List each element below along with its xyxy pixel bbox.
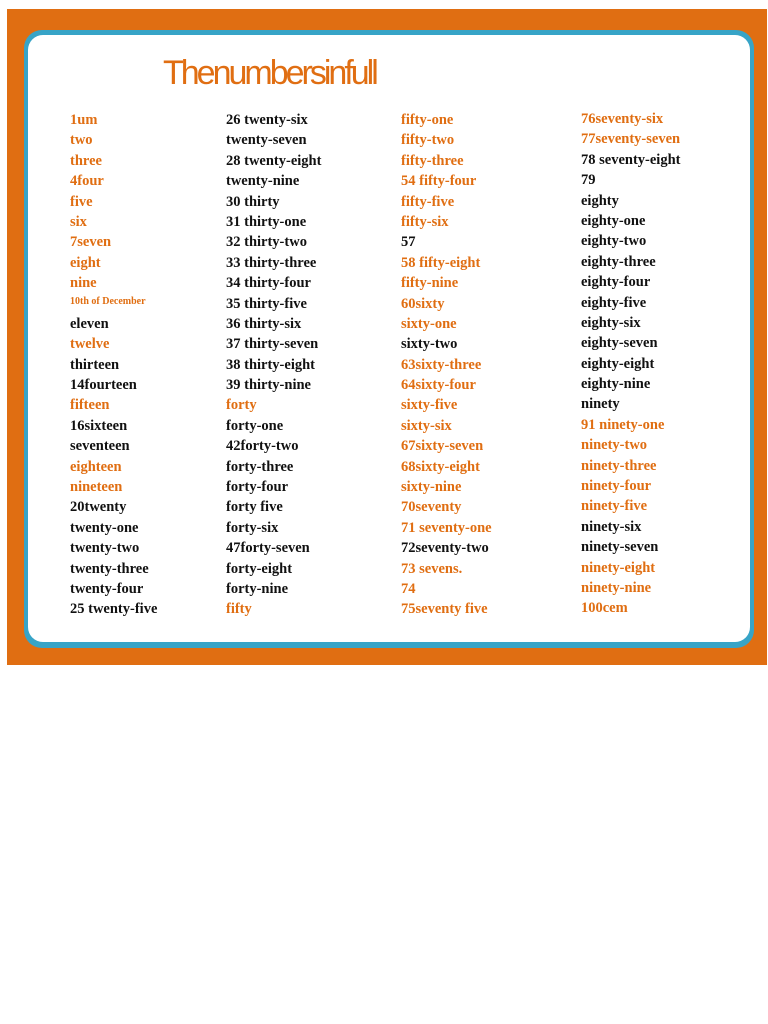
number-word-item: 71 seventy-one xyxy=(401,519,492,536)
number-word-item: 1um xyxy=(70,112,98,128)
number-word-item: forty five xyxy=(226,499,283,516)
number-word-item: ninety-nine xyxy=(581,579,652,596)
number-word-item: 10th of December xyxy=(70,295,146,307)
number-word-item: sixty-two xyxy=(401,336,458,353)
number-word-item: eighty-six xyxy=(581,314,641,331)
number-word-item: 33 thirty-three xyxy=(226,254,317,271)
number-word-item: 75seventy five xyxy=(401,601,488,618)
number-word-item: 31 thirty-one xyxy=(226,213,307,230)
page-title: Thenumbersinfull xyxy=(163,54,376,92)
number-word-item: eighteen xyxy=(70,458,122,475)
number-word-item: 76seventy-six xyxy=(581,111,664,127)
number-word-item: 100cem xyxy=(581,600,628,617)
numbers-column-1 xyxy=(70,110,157,620)
number-word-item: ninety-three xyxy=(581,457,657,474)
number-word-item: sixty-one xyxy=(401,315,457,332)
number-word-item: 57 xyxy=(401,234,416,251)
number-word-item: 77seventy-seven xyxy=(581,131,681,148)
number-word-item: forty xyxy=(226,397,257,414)
number-word-item: 70seventy xyxy=(401,499,462,516)
number-word-item: ninety-six xyxy=(581,518,642,535)
number-word-item: forty-one xyxy=(226,417,284,434)
number-word-item: six xyxy=(70,213,87,230)
number-word-item: sixty-six xyxy=(401,417,452,434)
number-word-item: ninety-two xyxy=(581,437,648,454)
number-word-item: eight xyxy=(70,254,101,271)
number-word-item: 58 fifty-eight xyxy=(401,254,481,271)
number-word-item: 20twenty xyxy=(70,499,127,516)
number-word-item: seventeen xyxy=(70,438,130,455)
number-word-item: eighty-nine xyxy=(581,376,651,393)
number-word-item: 78 seventy-eight xyxy=(581,151,681,168)
number-word-item: twenty-two xyxy=(70,540,140,557)
number-word-item: fifty-five xyxy=(401,193,455,210)
slide-frame xyxy=(24,30,754,648)
number-word-item: 42forty-two xyxy=(226,438,299,455)
number-word-item: eighty-eight xyxy=(581,355,655,372)
number-word-item: 60sixty xyxy=(401,295,445,312)
number-word-item: twenty-three xyxy=(70,560,149,577)
number-word-item: nineteen xyxy=(70,479,123,496)
number-word-item: ninety xyxy=(581,396,620,413)
content-card xyxy=(28,35,750,642)
number-word-item: sixty-nine xyxy=(401,479,462,496)
number-word-item: 26 twenty-six xyxy=(226,112,308,128)
numbers-column-2 xyxy=(226,110,321,620)
number-word-item: 4four xyxy=(70,173,104,190)
number-word-item: 34 thirty-four xyxy=(226,275,311,292)
number-word-item: three xyxy=(70,152,102,169)
number-word-item: ninety-five xyxy=(581,498,648,515)
number-word-item: eighty-two xyxy=(581,233,647,250)
number-word-item: 64sixty-four xyxy=(401,377,476,394)
number-word-item: 91 ninety-one xyxy=(581,416,665,433)
number-word-item: eleven xyxy=(70,315,109,332)
slide-background xyxy=(7,9,767,665)
number-word-item: ninety-four xyxy=(581,478,652,495)
number-word-item: 68sixty-eight xyxy=(401,458,480,475)
number-word-item: 54 fifty-four xyxy=(401,173,477,190)
number-word-item: forty-six xyxy=(226,519,279,536)
number-word-item: 32 thirty-two xyxy=(226,234,307,251)
number-word-item: 79 xyxy=(581,172,596,189)
number-word-item: twelve xyxy=(70,336,110,353)
number-word-item: 67sixty-seven xyxy=(401,438,484,455)
number-word-item: 73 sevens. xyxy=(401,560,463,577)
number-word-item: fifty-six xyxy=(401,213,449,230)
number-word-item: fifty-two xyxy=(401,132,455,149)
number-word-item: 25 twenty-five xyxy=(70,601,158,618)
number-word-item: forty-eight xyxy=(226,560,293,577)
number-word-item: nine xyxy=(70,275,97,292)
number-word-item: two xyxy=(70,132,93,149)
number-word-item: 28 twenty-eight xyxy=(226,152,322,169)
numbers-column-3 xyxy=(401,110,492,620)
number-word-item: 35 thirty-five xyxy=(226,295,307,312)
number-word-item: 74 xyxy=(401,580,416,597)
number-word-item: eighty-five xyxy=(581,294,647,311)
number-word-item: forty-three xyxy=(226,458,294,475)
number-word-item: 37 thirty-seven xyxy=(226,336,319,353)
number-word-item: forty-four xyxy=(226,479,289,496)
number-word-item: twenty-four xyxy=(70,580,144,597)
number-word-item: twenty-nine xyxy=(226,173,300,190)
number-word-item: eighty xyxy=(581,192,619,209)
number-word-item: eighty-one xyxy=(581,212,646,229)
number-word-item: 14fourteen xyxy=(70,377,137,394)
number-word-item: 16sixteen xyxy=(70,417,128,434)
number-word-item: twenty-seven xyxy=(226,132,307,149)
number-word-item: fifty-nine xyxy=(401,275,459,292)
number-word-item: 38 thirty-eight xyxy=(226,356,315,373)
number-word-item: fifty xyxy=(226,601,252,618)
number-word-item: fifty-three xyxy=(401,152,464,169)
number-word-item: fifteen xyxy=(70,397,110,414)
numbers-column-4 xyxy=(581,109,680,619)
number-word-item: sixty-five xyxy=(401,397,458,414)
number-word-item: 47forty-seven xyxy=(226,540,310,557)
number-word-item: eighty-four xyxy=(581,274,651,291)
number-word-item: 72seventy-two xyxy=(401,540,489,557)
number-word-item: five xyxy=(70,193,93,210)
number-word-item: thirteen xyxy=(70,356,120,373)
number-word-item: ninety-seven xyxy=(581,539,659,556)
number-word-item: twenty-one xyxy=(70,519,139,536)
number-word-item: 36 thirty-six xyxy=(226,315,302,332)
number-word-item: eighty-three xyxy=(581,253,656,270)
number-word-item: 39 thirty-nine xyxy=(226,377,311,394)
number-word-item: ninety-eight xyxy=(581,559,656,576)
number-word-item: 63sixty-three xyxy=(401,356,482,373)
number-word-item: fifty-one xyxy=(401,112,454,128)
number-word-item: 30 thirty xyxy=(226,193,280,210)
number-word-item: eighty-seven xyxy=(581,335,658,352)
number-word-item: 7seven xyxy=(70,234,112,251)
number-word-item: forty-nine xyxy=(226,580,289,597)
